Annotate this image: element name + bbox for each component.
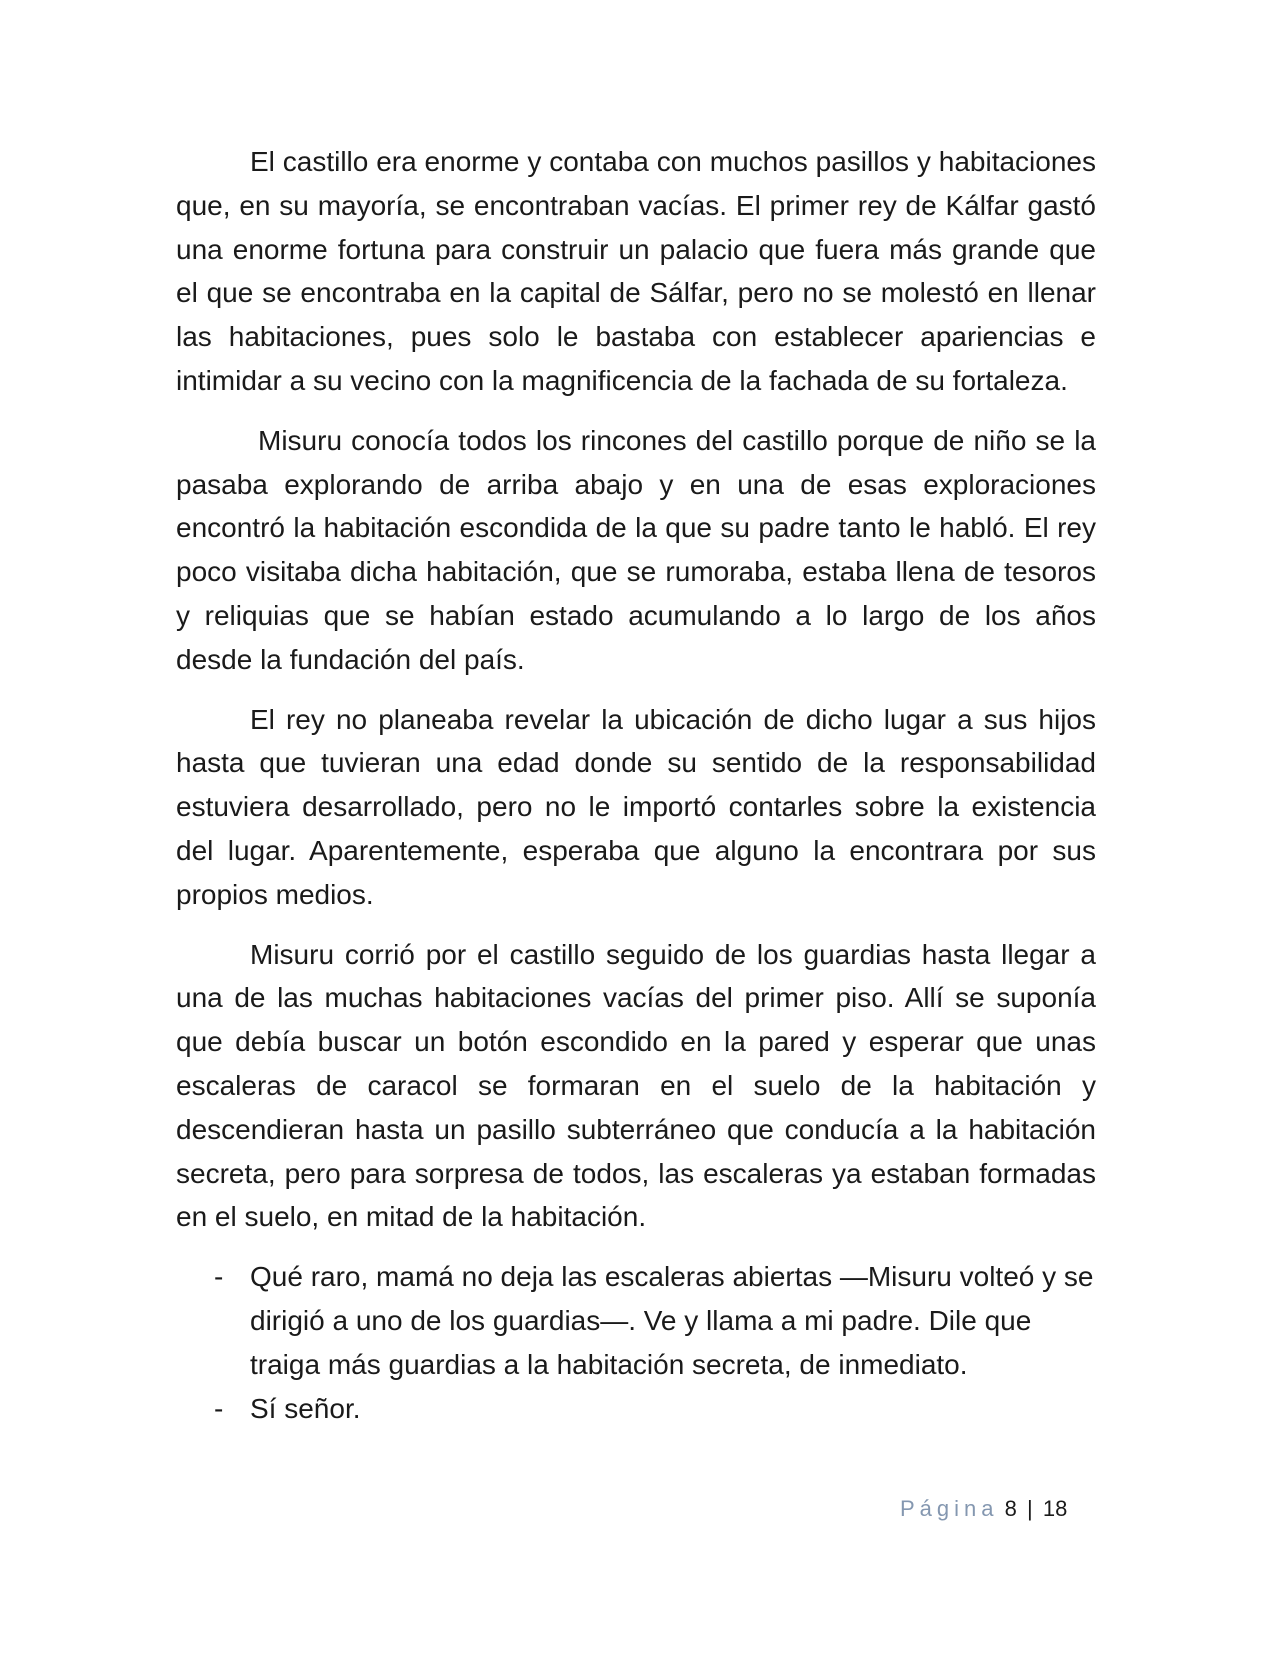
page-body [176,140,1096,1430]
dialogue-list [176,1255,1096,1430]
page-separator: | [1027,1496,1033,1521]
paragraph-4: Misuru corrió por el castillo seguido de los guardias hasta llegar a una de las muchas habitaciones vacías del primer piso. Allí se suponía que debía buscar un botón escondido en la pared y esperar que unas escaleras de caracol se formaran en el suelo de la habitación y descendieran hasta un pasillo subterráneo que conducía a la habitación secreta, pero para sorpresa de todos, las escaleras ya estaban formadas en el suelo, en mitad de la habitación. [176,938,1096,1233]
current-page-number: 8 [1004,1496,1017,1521]
total-pages-number: 18 [1042,1496,1068,1521]
dialogue-text: Qué raro, mamá no deja las escaleras abiertas —Misuru volteó y se dirigió a uno de los guardias—. Ve y llama a mi padre. Dile que traiga más guardias a la habitación secreta, de inmediato. [250,1261,1094,1380]
dialogue-line-1 [176,1255,1096,1386]
dialogue-line-2 [176,1387,1096,1431]
dialogue-dash: - [214,1261,224,1293]
dialogue-dash: - [214,1392,224,1424]
dialogue-text: Sí señor. [250,1392,361,1424]
paragraph-1: El castillo era enorme y contaba con muchos pasillos y habitaciones que, en su mayoría, se encontraban vacías. El primer rey de Kálfar gastó una enorme fortuna para construir un palacio que fuera más grande que el que se encontraba en la capital de Sálfar, pero no se molestó en llenar las habitaciones, pues solo le bastaba con establecer apariencias e intimidar a su vecino con la magnificencia de la fachada de su fortaleza. [176,146,1096,396]
page-label: Página [900,1496,999,1521]
page-number-footer [900,1496,1067,1522]
paragraph-2: Misuru conocía todos los rincones del castillo porque de niño se la pasaba explorando de arriba abajo y en una de esas exploraciones encontró la habitación escondida de la que su padre tanto le habló. El rey poco visitaba dicha habitación, que se rumoraba, estaba llena de tesoros y reliquias que se habían estado acumulando a lo largo de los años desde la fundación del país. [176,424,1096,675]
paragraph-3: El rey no planeaba revelar la ubicación de dicho lugar a sus hijos hasta que tuvieran una edad donde su sentido de la responsabilidad estuviera desarrollado, pero no le importó contarles sobre la existencia del lugar. Aparentemente, esperaba que alguno la encontrara por sus propios medios. [176,703,1096,910]
